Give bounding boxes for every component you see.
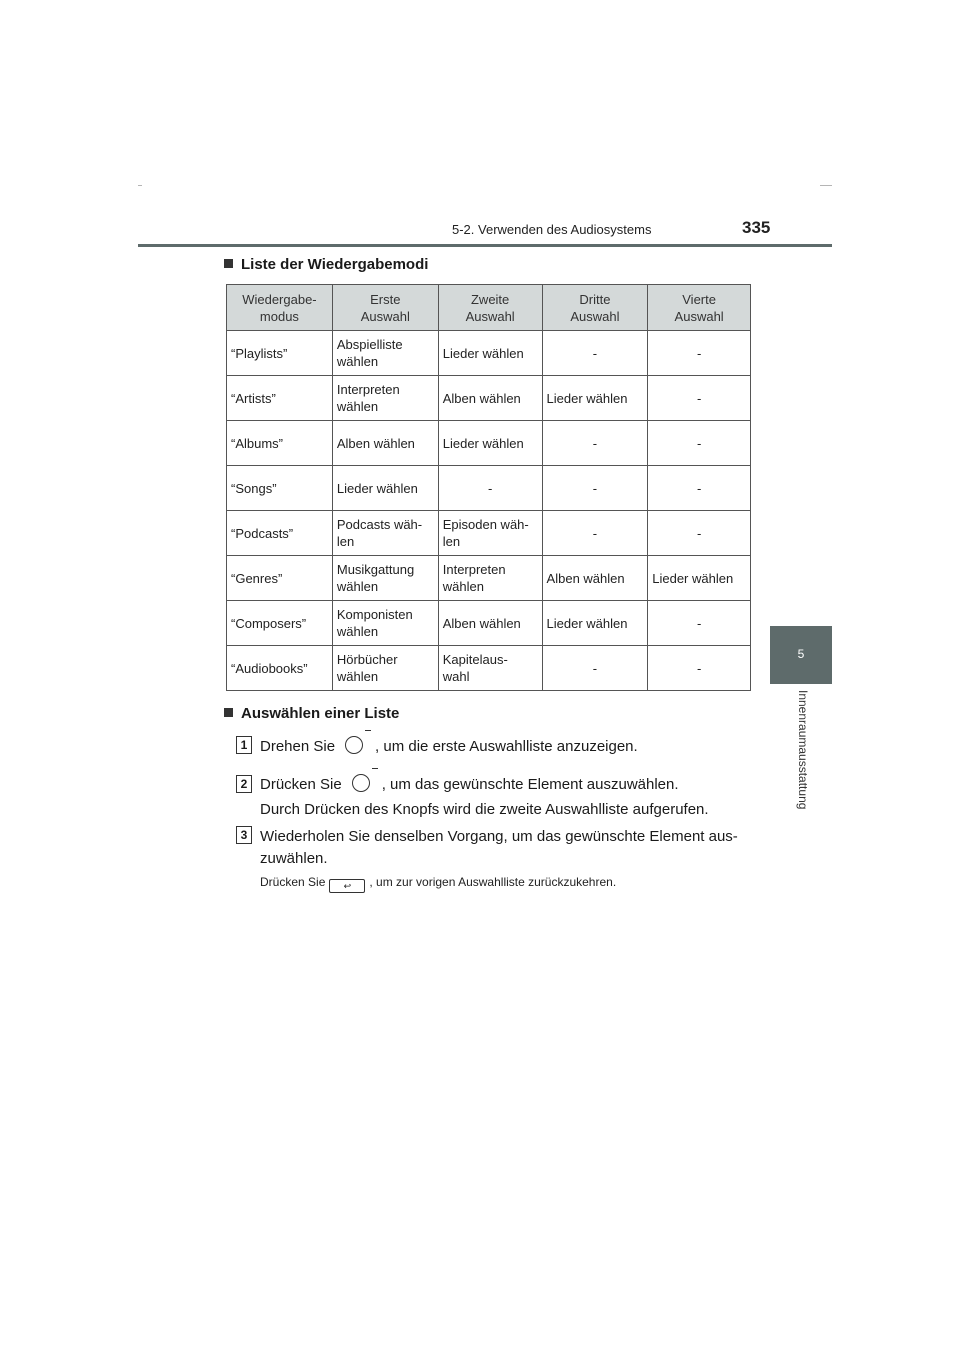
chapter-label: Innenraumausstattung — [796, 690, 810, 810]
table-cell: Komponisten wählen — [332, 601, 438, 646]
table-cell: Lieder wählen — [438, 421, 542, 466]
table-cell: “Songs” — [227, 466, 333, 511]
section-heading-modes — [224, 256, 428, 273]
table-cell: “Podcasts” — [227, 511, 333, 556]
step-text: , um die erste Auswahlliste anzuzeigen. — [375, 738, 638, 755]
table-cell: - — [648, 601, 751, 646]
section-title: 5-2. Verwenden des Audiosystems — [452, 222, 652, 237]
table-cell: “Albums” — [227, 421, 333, 466]
step-2 — [260, 773, 679, 796]
table-cell: Hörbücher wählen — [332, 646, 438, 691]
table-cell: Kapitelaus- wahl — [438, 646, 542, 691]
table-cell: Alben wählen — [542, 556, 648, 601]
tune-knob-icon — [345, 736, 363, 754]
table-cell: Lieder wählen — [542, 601, 648, 646]
table-cell: - — [648, 331, 751, 376]
step-2-detail: Durch Drücken des Knopfs wird die zweite Auswahlliste aufgerufen. — [260, 801, 709, 818]
table-cell: “Playlists” — [227, 331, 333, 376]
table-cell: - — [542, 466, 648, 511]
table-cell: - — [542, 511, 648, 556]
table-cell: “Audiobooks” — [227, 646, 333, 691]
table-cell: Alben wählen — [438, 376, 542, 421]
table-cell: Episoden wäh- len — [438, 511, 542, 556]
table-row — [227, 646, 751, 691]
table-cell: Lieder wählen — [332, 466, 438, 511]
table-cell: Interpreten wählen — [332, 376, 438, 421]
table-header-cell: Zweite Auswahl — [438, 285, 542, 331]
tune-knob-icon — [352, 774, 370, 792]
page-number: 335 — [742, 218, 771, 237]
table-header-cell: Dritte Auswahl — [542, 285, 648, 331]
table-cell: “Composers” — [227, 601, 333, 646]
table-cell: - — [542, 646, 648, 691]
crop-mark-left — [138, 185, 142, 186]
table-cell: Interpreten wählen — [438, 556, 542, 601]
table-row — [227, 466, 751, 511]
table-cell: - — [542, 331, 648, 376]
table-cell: “Genres” — [227, 556, 333, 601]
table-cell: Lieder wählen — [438, 331, 542, 376]
section-heading-select — [224, 705, 399, 722]
step-3-line1: Wiederholen Sie denselben Vorgang, um das gewünschte Element aus- — [260, 828, 738, 845]
table-cell: Podcasts wäh- len — [332, 511, 438, 556]
step-text: , um das gewünschte Element auszuwählen. — [381, 776, 679, 793]
step-text: Drücken Sie — [260, 776, 342, 793]
note-text: Drücken Sie — [260, 875, 326, 889]
table-cell: Alben wählen — [438, 601, 542, 646]
table-cell: “Artists” — [227, 376, 333, 421]
table-row — [227, 601, 751, 646]
table-cell: Abspielliste wählen — [332, 331, 438, 376]
table-cell: - — [542, 421, 648, 466]
table-row — [227, 376, 751, 421]
table-body — [227, 331, 751, 691]
table-row — [227, 421, 751, 466]
table-cell: - — [648, 466, 751, 511]
back-button-icon: ↩ — [329, 879, 365, 893]
table-row — [227, 511, 751, 556]
table-row — [227, 331, 751, 376]
chapter-tab: 5 — [770, 626, 832, 684]
square-bullet-icon — [224, 708, 233, 717]
table-cell: Lieder wählen — [648, 556, 751, 601]
table-cell: - — [438, 466, 542, 511]
table-cell: - — [648, 376, 751, 421]
table-header-cell: Vierte Auswahl — [648, 285, 751, 331]
section-heading-text: Auswählen einer Liste — [241, 705, 400, 722]
section-heading-text: Liste der Wiedergabemodi — [241, 256, 429, 273]
step-number-1: 1 — [236, 736, 252, 754]
table-cell: Musikgattung wählen — [332, 556, 438, 601]
table-row — [227, 556, 751, 601]
table-header-cell: Erste Auswahl — [332, 285, 438, 331]
step-number-3: 3 — [236, 826, 252, 844]
note-text: , um zur vorigen Auswahlliste zurückzukehren. — [369, 875, 617, 889]
crop-mark-right — [820, 185, 832, 186]
table-cell: - — [648, 511, 751, 556]
table-cell: Alben wählen — [332, 421, 438, 466]
square-bullet-icon — [224, 259, 233, 268]
step-text: Drehen Sie — [260, 738, 336, 755]
playback-modes-table — [226, 284, 751, 691]
step-1 — [260, 735, 638, 758]
step-number-2: 2 — [236, 775, 252, 793]
table-cell: - — [648, 646, 751, 691]
table-header-cell: Wiedergabe- modus — [227, 285, 333, 331]
table-header-row — [227, 285, 751, 331]
table-cell: - — [648, 421, 751, 466]
header-divider — [138, 244, 832, 247]
step-3-line2: zuwählen. — [260, 850, 328, 867]
back-note — [260, 875, 616, 893]
table-cell: Lieder wählen — [542, 376, 648, 421]
